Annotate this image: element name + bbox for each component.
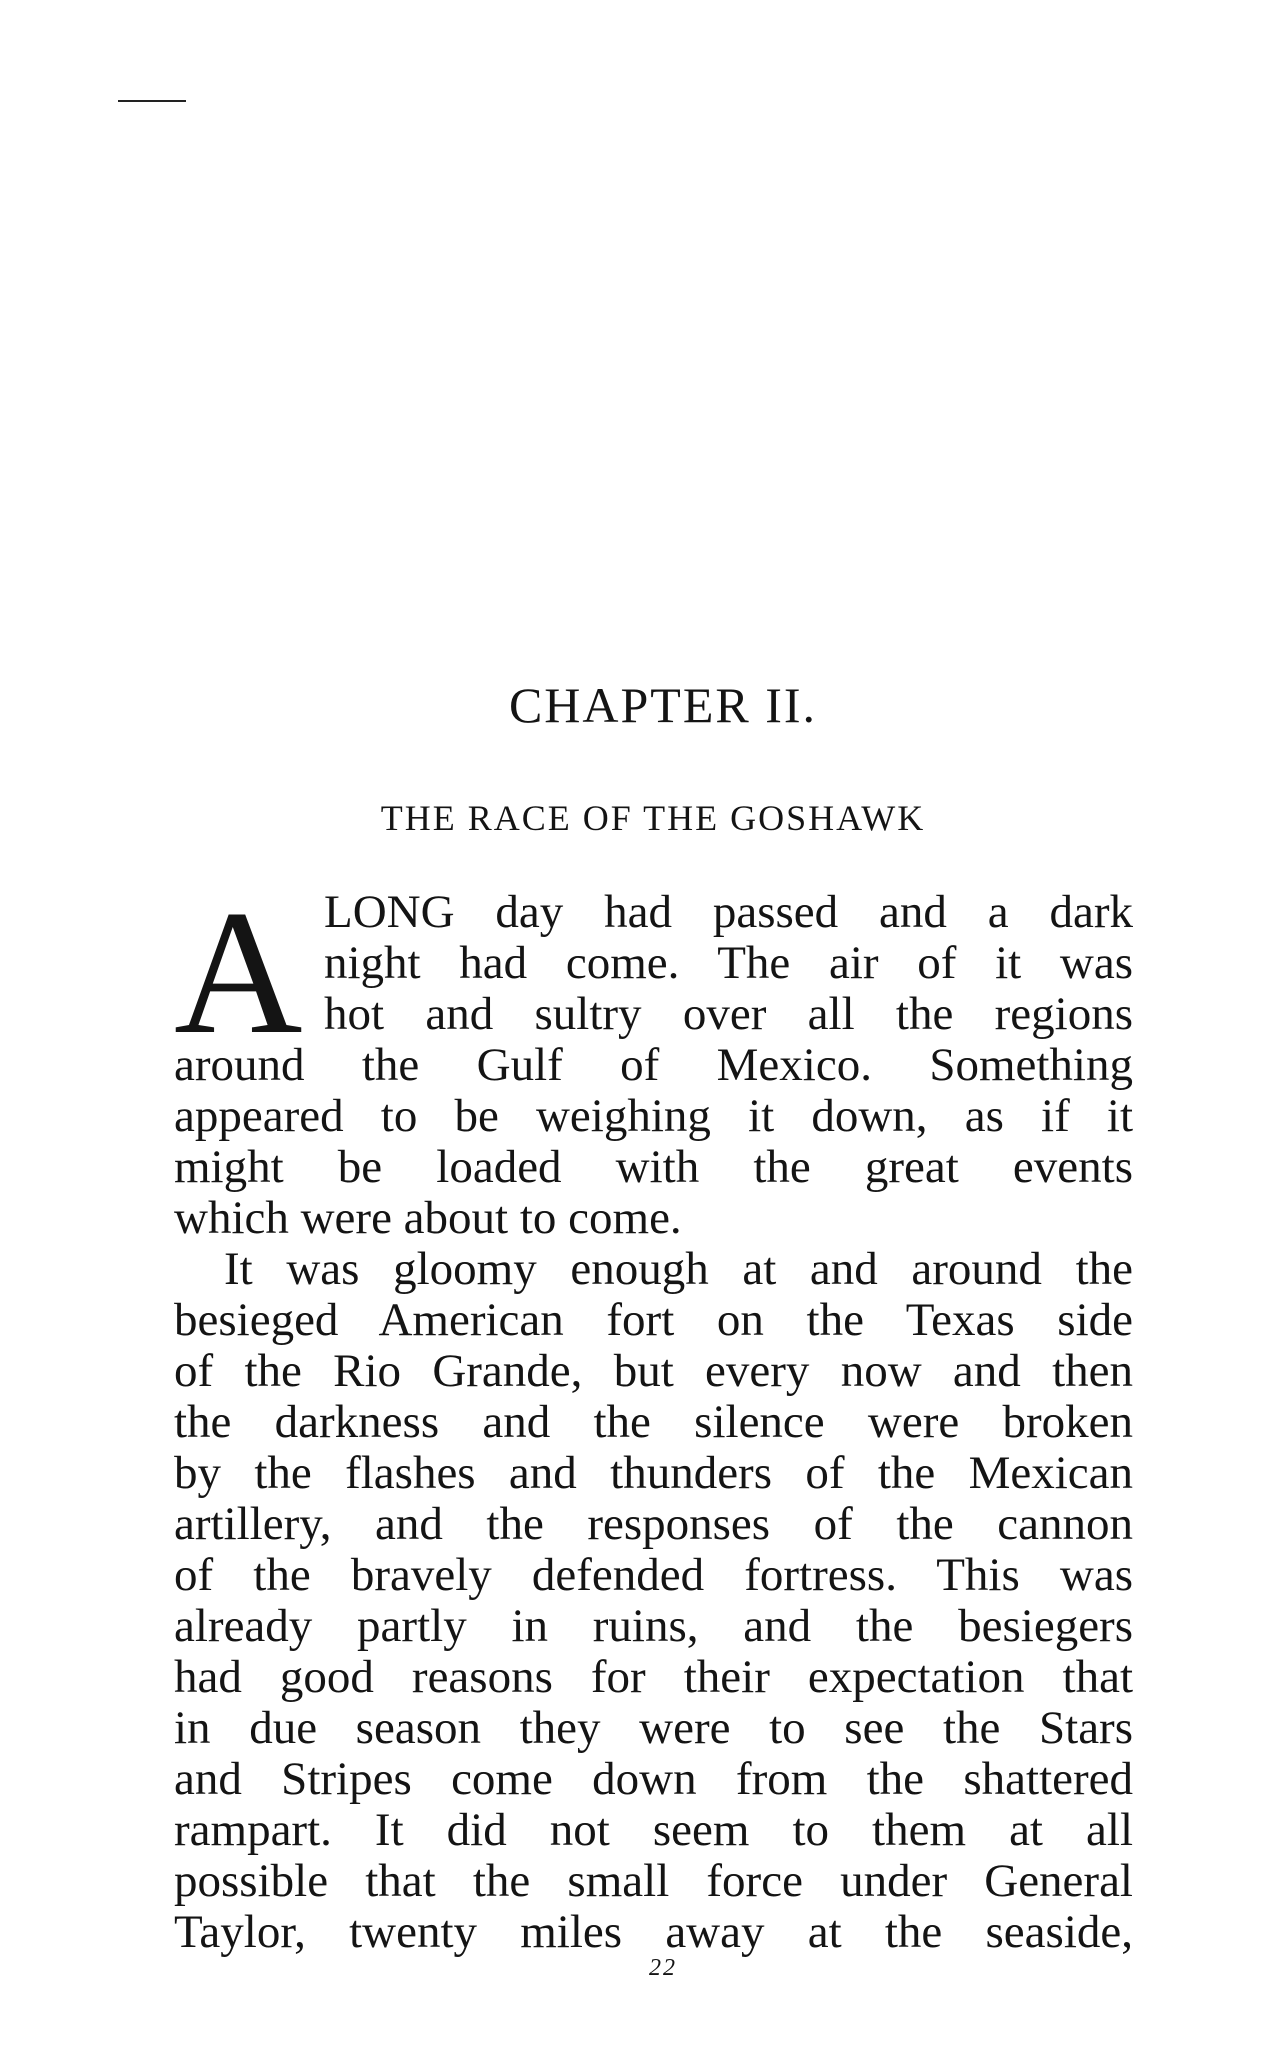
text-line: rampart. It did not seem to them at all [174,1804,1133,1856]
text-line: night had come. The air of it was [324,937,1133,989]
body-text [174,873,1133,1958]
chapter-subtitle: THE RACE OF THE GOSHAWK [380,798,926,838]
text-line: in due season they were to see the Stars [174,1702,1133,1754]
text-line: by the flashes and thunders of the Mexican [174,1447,1133,1499]
text-line: of the Rio Grande, but every now and then [174,1345,1133,1397]
drop-cap: A [174,873,303,1071]
text-line: the darkness and the silence were broken [174,1396,1133,1448]
text-line: It was gloomy enough at and around the [224,1243,1133,1295]
text-line: around the Gulf of Mexico. Something [174,1039,1133,1091]
text-line: already partly in ruins, and the besiegers [174,1600,1133,1652]
text-line: artillery, and the responses of the cannon [174,1498,1133,1550]
text-line: and Stripes come down from the shattered [174,1753,1133,1805]
text-line: might be loaded with the great events [174,1141,1133,1193]
page-number: 22 [649,1955,677,1981]
text-line: Taylor, twenty miles away at the seaside, [174,1906,1133,1958]
text-line: hot and sultry over all the regions [324,988,1133,1040]
text-line: possible that the small force under General [174,1855,1133,1907]
top-rule [118,100,186,102]
text-line: LONG day had passed and a dark [324,886,1133,938]
text-line: which were about to come. [174,1192,682,1244]
text-line: besieged American fort on the Texas side [174,1294,1133,1346]
text-line: appeared to be weighing it down, as if it [174,1090,1133,1142]
text-line: of the bravely defended fortress. This was [174,1549,1133,1601]
text-line: had good reasons for their expectation that [174,1651,1133,1703]
chapter-title: CHAPTER II. [508,677,818,733]
